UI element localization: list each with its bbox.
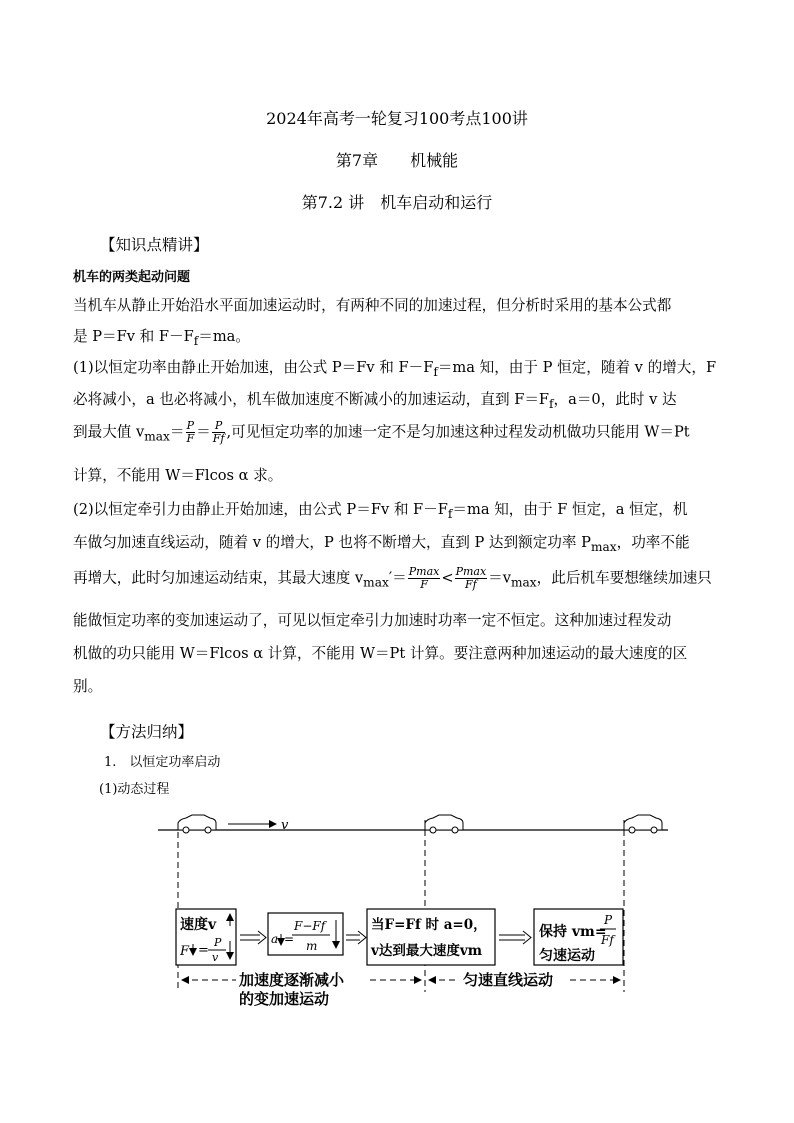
- para2-line-1: (2)以恒定牵引力由静止开始加速，由公式 P＝Fv 和 $F-F_f=ma$ 知，由于 F 恒定，a 恒定，机: [73, 501, 688, 521]
- knowledge-subheading: 机车的两类起动问题: [73, 270, 191, 285]
- car-icon-3: [624, 815, 662, 833]
- method-item-1-sub: (1)动态过程: [99, 782, 170, 797]
- velocity-label: v: [281, 818, 289, 833]
- lecture-title: 第7.2 讲 机车启动和运行: [301, 193, 493, 212]
- box1-f: F: [180, 944, 190, 959]
- double-arrow-3: [499, 935, 525, 940]
- fraction-p-over-ff: $\frac{P}{Ff}$: [212, 419, 225, 445]
- intro-line-2: 是 P＝Fv 和 $F-F_f=ma$。: [73, 328, 250, 348]
- box2-frac-num: F−Ff: [294, 919, 326, 933]
- para1-line-3: 到最大值 $v_{max}=$ $\frac{P}{F}$ ＝ $\frac{P}{Ff}$ ,可见恒定功率的加速一定不是匀加速这种过程发动机做功只能用 W＝Pt: [73, 419, 690, 445]
- box4-frac-num: P: [604, 913, 613, 927]
- chapter-title: 第7章 机械能: [335, 151, 459, 170]
- para1-line-4: 计算，不能用 W＝Flcos α 求。: [73, 467, 283, 484]
- intro-line-1: 当机车从静止开始沿水平面加速运动时，有两种不同的加速过程，但分析时采用的基本公式都: [73, 297, 672, 314]
- para1-line-1: (1)以恒定功率由静止开始加速，由公式 P＝Fv 和 $F-F_f=ma$ 知，由于 P 恒定，随着 v 的增大，F: [73, 359, 717, 379]
- method-heading: 【方法归纳】: [100, 723, 194, 741]
- box3-line1: 当F=Ff 时 a=0，: [371, 917, 487, 933]
- para2-line-6: 别。: [73, 678, 103, 695]
- fraction-p-over-f: $\frac{P}{F}$: [186, 419, 195, 445]
- double-arrow-1: [240, 935, 260, 940]
- box2-eq: =: [284, 932, 295, 946]
- box2-frac-den: m: [306, 939, 318, 953]
- para2-line-3: 再增大，此时匀加速运动结束，其最大速度 $v_{max}'=$ $\frac{Pmax}{F}$ < $\frac{Pmax}{Ff}$ $=v_{max}$，此后机车要想继续加速只: [73, 565, 712, 591]
- box1-frac-den: v: [212, 951, 219, 964]
- label-variable-acceleration-2: 的变加速运动: [239, 990, 330, 1008]
- box4-frac-den: Ff: [601, 933, 614, 947]
- series-title: 2024年高考一轮复习100考点100讲: [266, 109, 528, 128]
- para2-line-5: 机做的功只能用 W＝Flcos α 计算，不能用 W＝Pt 计算。要注意两种加速运动的最大速度的区: [73, 645, 688, 662]
- box3-line2: v达到最大速度vm: [371, 943, 482, 959]
- fraction-pmax-over-ff: $\frac{Pmax}{Ff}$: [455, 565, 487, 591]
- double-arrow-2: [346, 935, 360, 940]
- para2-line-2: 车做匀加速直线运动，随着 v 的增大，P 也将不断增大，直到 P 达到额定功率 $P_{max}$，功率不能: [73, 534, 690, 554]
- box1-line1: 速度v: [180, 917, 217, 933]
- knowledge-heading: 【知识点精讲】: [100, 236, 209, 254]
- box1-eq: =: [198, 943, 209, 958]
- para1-line-2: 必将减小，a 也必将减小，机车做加速度不断减小的加速运动，直到 $F=F_f$，a＝0，此时 v 达: [73, 391, 677, 411]
- car-icon-1: [178, 815, 216, 833]
- label-uniform-motion: 匀速直线运动: [463, 971, 554, 989]
- box2-a: a: [271, 932, 279, 946]
- box1-frac-num: P: [214, 936, 222, 949]
- label-variable-acceleration: 加速度逐渐减小: [239, 971, 345, 989]
- method-item-1: 1. 以恒定功率启动: [104, 755, 221, 770]
- box4-line1: 保持 vm=: [539, 924, 607, 940]
- box4-line2: 匀速运动: [539, 948, 595, 964]
- fraction-pmax-over-f: $\frac{Pmax}{F}$: [408, 565, 440, 591]
- para2-line-4: 能做恒定功率的变加速运动了，可见以恒定牵引力加速时功率一定不恒定。这种加速过程发动: [73, 612, 672, 629]
- car-icon-2: [425, 815, 463, 833]
